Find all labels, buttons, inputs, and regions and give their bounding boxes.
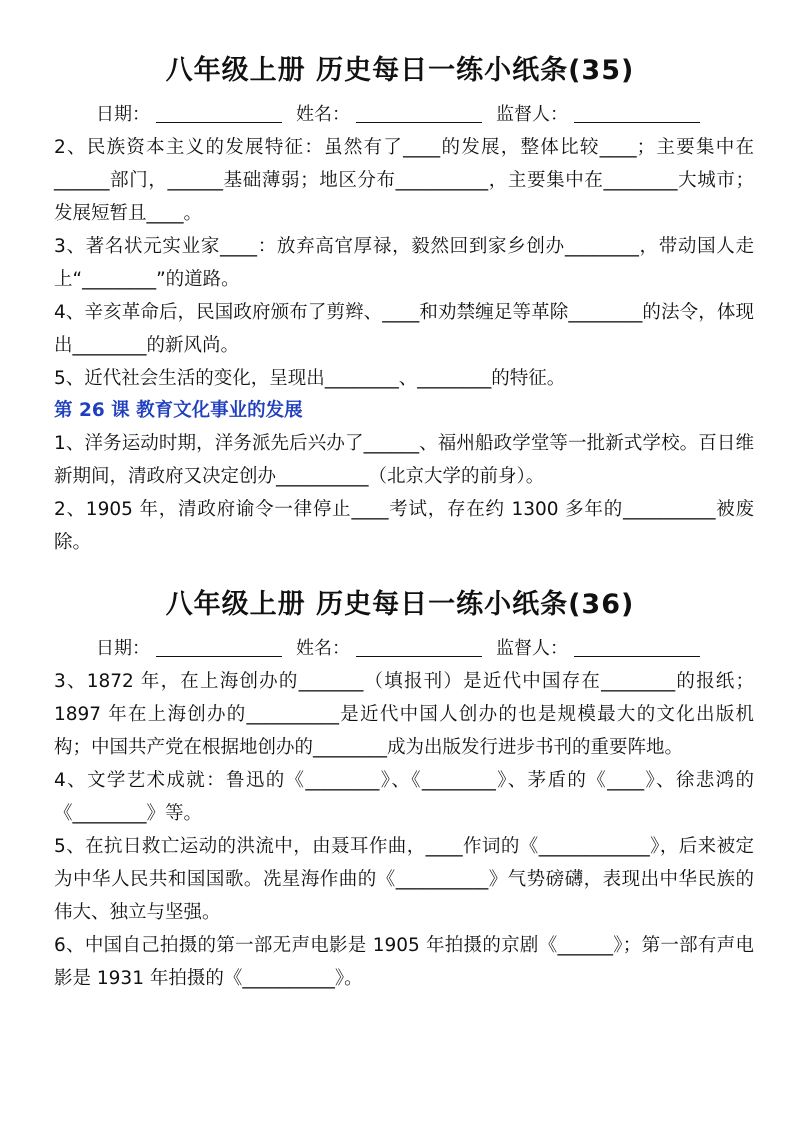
worksheet-title: 八年级上册 历史每日一练小纸条(36) [165, 589, 635, 620]
question-item: 4、文学艺术成就：鲁迅的《________》、《________》、茅盾的《____》、徐悲鸿的《________》等。 [54, 770, 754, 824]
date-label: 日期： [96, 104, 150, 125]
date-field[interactable] [156, 104, 282, 123]
name-label: 姓名： [296, 638, 350, 659]
date-field[interactable] [156, 638, 282, 657]
question-item: 5、在抗日救亡运动的洪流中，由聂耳作曲，____作词的《____________》，后来被定为中华人民共和国国歌。冼星海作曲的《__________》气势磅礴，表现出中华民族的伟大、独立与坚强。 [54, 836, 754, 923]
meta-row [96, 633, 800, 661]
question-list [54, 131, 754, 559]
supervisor-field[interactable] [574, 638, 700, 657]
question-item: 2、1905 年，清政府谕令一律停止____考试，存在约 1300 多年的__________被废除。 [54, 499, 754, 553]
lesson-heading: 第 26 课 教育文化事业的发展 [54, 400, 303, 421]
supervisor-field[interactable] [574, 104, 700, 123]
worksheet-title: 八年级上册 历史每日一练小纸条(35) [165, 55, 635, 86]
question-item: 3、1872 年，在上海创办的_______（填报刊）是近代中国存在________的报纸；1897 年在上海创办的__________是近代中国人创办的也是规模最大的文化出版机构；中国共产党在根据地创办的________成为出版发行进步书刊的重要阵地。 [54, 671, 754, 758]
name-label: 姓名： [296, 104, 350, 125]
question-item: 5、近代社会生活的变化，呈现出________、________的特征。 [54, 368, 566, 389]
worksheet-36 [0, 582, 800, 995]
question-item: 6、中国自己拍摄的第一部无声电影是 1905 年拍摄的京剧《______》；第一部有声电影是 1931 年拍摄的《__________》。 [54, 935, 754, 989]
question-item: 1、洋务运动时期，洋务派先后兴办了______、福州船政学堂等一批新式学校。百日维新期间，清政府又决定创办__________（北京大学的前身）。 [54, 433, 754, 487]
supervisor-label: 监督人： [496, 104, 568, 125]
supervisor-label: 监督人： [496, 638, 568, 659]
name-field[interactable] [356, 638, 482, 657]
question-list [54, 665, 754, 995]
meta-row [96, 99, 800, 127]
worksheet-35 [0, 48, 800, 559]
question-item: 4、辛亥革命后，民国政府颁布了剪辫、____和劝禁缠足等革除________的法令，体现出________的新风尚。 [54, 302, 754, 356]
name-field[interactable] [356, 104, 482, 123]
question-item: 3、著名状元实业家____：放弃高官厚禄，毅然回到家乡创办________，带动国人走上“________”的道路。 [54, 236, 754, 290]
question-item: 2、民族资本主义的发展特征：虽然有了____的发展，整体比较____；主要集中在______部门，______基础薄弱；地区分布__________，主要集中在________大城市；发展短暂且____。 [54, 137, 754, 224]
date-label: 日期： [96, 638, 150, 659]
